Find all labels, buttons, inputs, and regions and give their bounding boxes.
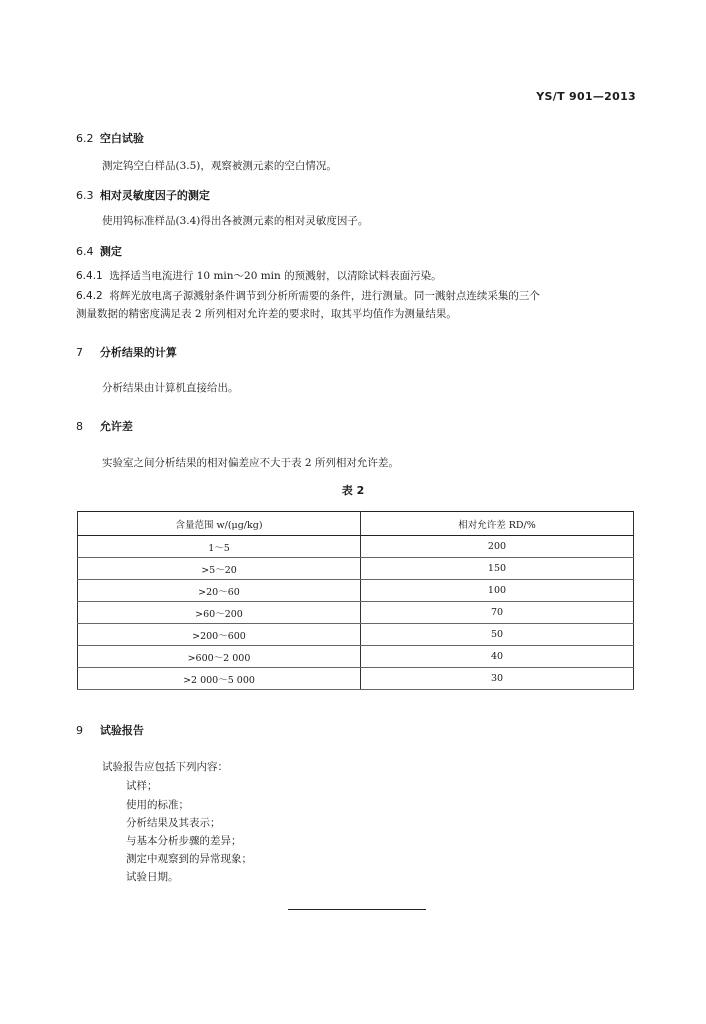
rd-cell: 30	[361, 668, 634, 690]
section-title: 相对灵敏度因子的测定	[99, 189, 210, 202]
section-8-heading	[76, 418, 133, 434]
list-item: 分析结果及其表示；	[126, 817, 221, 829]
section-title: 试验报告	[99, 724, 144, 737]
table-header-row	[78, 512, 634, 536]
section-number: 6.3	[76, 189, 94, 202]
column-header-range: 含量范围 w/(μg/kg)	[78, 512, 361, 536]
list-item: 试样；	[126, 780, 158, 792]
clause-text: 选择适当电流进行 10 min～20 min 的预溅射，以清除试料表面污染。	[109, 270, 442, 282]
list-item: 与基本分析步骤的差异；	[126, 835, 242, 847]
list-item: 试验日期。	[126, 871, 179, 883]
section-9-heading	[76, 722, 144, 738]
section-title: 测定	[99, 245, 122, 258]
list-item: 使用的标准；	[126, 799, 189, 811]
rd-cell: 100	[361, 580, 634, 602]
range-cell: >600～2 000	[78, 646, 361, 668]
section-number: 6.2	[76, 132, 94, 145]
rd-cell: 50	[361, 624, 634, 646]
clause-6-4-2-line2: 测量数据的精密度满足表 2 所列相对允许差的要求时，取其平均值作为测量结果。	[76, 308, 457, 320]
section-6-2-text: 测定钨空白样品(3.5)，观察被测元素的空白情况。	[102, 160, 337, 172]
end-of-standard-rule	[288, 909, 426, 910]
table-2-title: 表 2	[341, 484, 365, 497]
table-row	[78, 602, 634, 624]
table-row	[78, 624, 634, 646]
rd-cell: 70	[361, 602, 634, 624]
section-8-text: 实验室之间分析结果的相对偏差应不大于表 2 所列相对允许差。	[102, 457, 399, 469]
list-item: 测定中观察到的异常现象；	[126, 853, 252, 865]
clause-6-4-1	[76, 266, 442, 286]
section-7-text: 分析结果由计算机直接给出。	[102, 382, 239, 394]
clause-6-4-2	[76, 286, 540, 306]
rd-cell: 150	[361, 558, 634, 580]
section-7-heading	[76, 344, 177, 360]
section-title: 空白试验	[99, 132, 144, 145]
section-number: 9	[76, 724, 83, 737]
table-row	[78, 558, 634, 580]
rd-cell: 200	[361, 536, 634, 558]
range-cell: >20～60	[78, 580, 361, 602]
clause-text-line1: 将辉光放电离子源溅射条件调节到分析所需要的条件，进行测量。同一溅射点连续采集的三个	[109, 290, 540, 302]
table-row	[78, 646, 634, 668]
section-6-2-heading	[76, 130, 144, 146]
standard-code: YS/T 901—2013	[536, 90, 636, 103]
section-9-intro: 试验报告应包括下列内容：	[102, 761, 228, 773]
section-number: 8	[76, 420, 83, 433]
section-number: 7	[76, 346, 83, 359]
clause-number: 6.4.2	[76, 290, 103, 302]
table-row	[78, 668, 634, 690]
rd-cell: 40	[361, 646, 634, 668]
table-row	[78, 580, 634, 602]
section-6-3-text: 使用钨标准样品(3.4)得出各被测元素的相对灵敏度因子。	[102, 215, 369, 227]
column-header-rd: 相对允许差 RD/%	[361, 512, 634, 536]
section-title: 允许差	[99, 420, 133, 433]
range-cell: >200～600	[78, 624, 361, 646]
range-cell: >5～20	[78, 558, 361, 580]
range-cell: >60～200	[78, 602, 361, 624]
table-2	[77, 511, 634, 690]
range-cell: 1～5	[78, 536, 361, 558]
section-title: 分析结果的计算	[99, 346, 177, 359]
clause-number: 6.4.1	[76, 270, 103, 282]
section-6-3-heading	[76, 187, 210, 203]
range-cell: >2 000～5 000	[78, 668, 361, 690]
section-6-4-heading	[76, 243, 122, 259]
section-number: 6.4	[76, 245, 94, 258]
table-row	[78, 536, 634, 558]
